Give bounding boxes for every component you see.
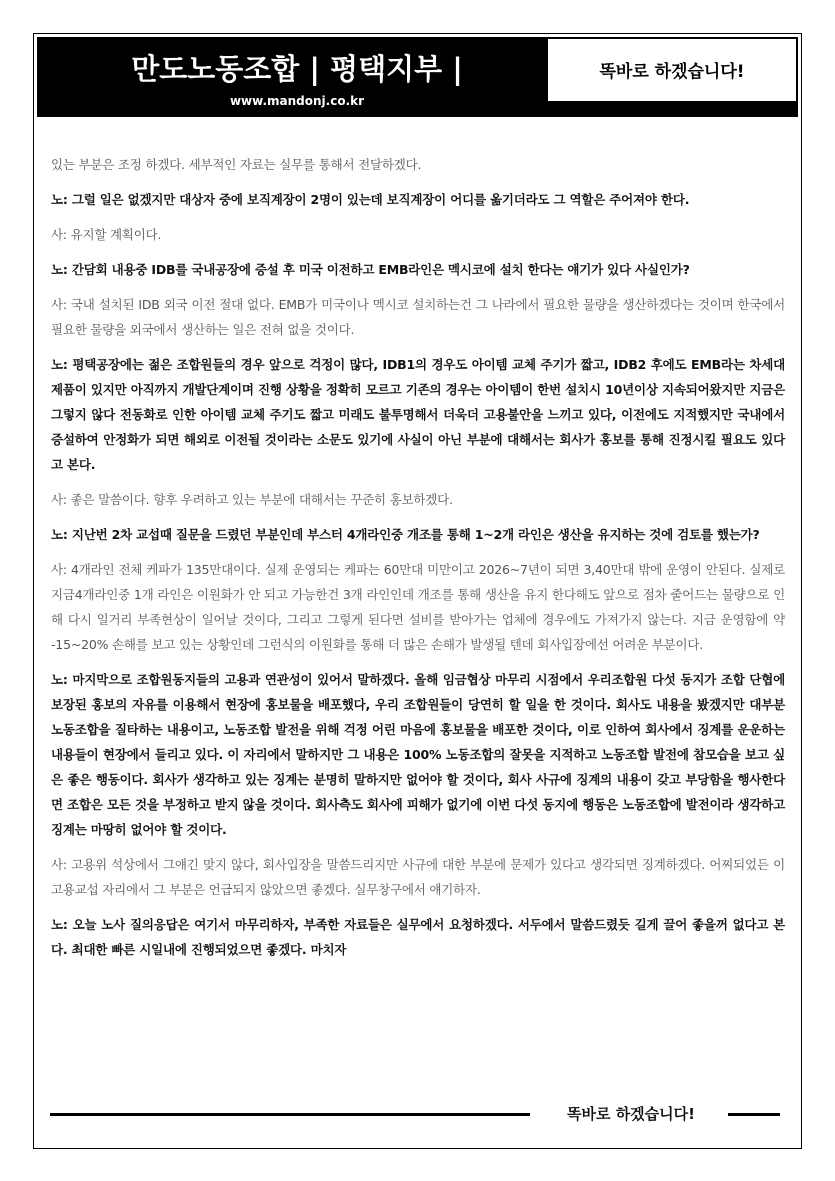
paragraph: 노: 지난번 2차 교섭때 질문을 드렸던 부분인데 부스터 4개라인중 개조를 통해 1~2개 라인은 생산을 유지하는 것에 검토를 했는가? [51,527,760,542]
footer-slogan: 똑바로 하겠습니다! [567,1105,695,1123]
footer [50,1101,780,1125]
paragraph: 사: 고용위 석상에서 그얘긴 맞지 않다, 회사입장을 말씀드리지만 사규에 대한 부분에 문제가 있다고 생각되면 징계하겠다. 어찌되었든 이 고용교섭 자리에서 그 부분은 언급되지 않았으면 좋겠다. 실무창구에서 얘기하자. [51,857,785,897]
paragraph: 노: 마지막으로 조합원동지들의 고용과 연관성이 있어서 말하겠다. 올해 임금협상 마무리 시점에서 우리조합원 다섯 동지가 조합 단협에 보장된 홍보의 자유를 이용해서 현장에 홍보물을 배포했다, 우리 조합원들이 당연히 할 일을 한 것이다. 회사도 내용을 봤겠지만 대부분 노동조합을 질타하는 내용이고, 노동조합 발전을 위해 걱정 어린 마음에 홍보물을 배포한 것이다, 이로 인하여 회사에서 징계를 운운하는 내용들이 현장에서 들리고 있다. 이 자리에서 말하지만 그 내용은 100% 노동조합의 잘못을 지적하고 노동조합 발전에 참모습을 보고 싶은 좋은 행동이다. 회사가 생각하고 있는 징계는 분명히 말하지만 없어야 할 것이다, 회사 사규에 징계의 내용이 갖고 부당함을 행사한다면 조합은 모든 것을 부정하고 받지 않을 것이다. 회사측도 회사에 피해가 없기에 이번 다섯 동지에 행동은 노동조합에 발전이라 생각하고 징계는 마땅히 없어야 할 것이다. [51,672,785,837]
paragraph: 사: 국내 설치된 IDB 외국 이전 절대 없다. EMB가 미국이나 멕시코 설치하는건 그 나라에서 필요한 물량을 생산하겠다는 것이며 한국에서 필요한 물량을 외국에서 생산하는 일은 전혀 없을 것이다. [51,297,785,337]
paragraph: 노: 평택공장에는 젊은 조합원들의 경우 앞으로 걱정이 많다, IDB1의 경우도 아이템 교체 주기가 짧고, IDB2 후에도 EMB라는 차세대 제품이 있지만 아직까지 개발단계이며 진행 상황을 정확히 모르고 기존의 경우는 아이템이 한번 설치시 10년이상 지속되어왔지만 지금은 그렇지 않다 전동화로 인한 아이템 교체 주기도 짧고 미래도 불투명해서 더욱더 고용불안을 느끼고 있다, 이전에도 지적했지만 국내에서 증설하여 안정화가 되면 해외로 이전될 것이라는 소문도 있기에 사실이 아닌 부분에 대해서는 회사가 홍보를 통해 진정시킬 필요도 있다고 본다. [51,357,785,472]
masthead [37,37,798,117]
paragraph: 사: 유지할 계획이다. [51,227,162,242]
header-slogan: 똑바로 하겠습니다! [599,62,745,82]
union-title: 만도노동조합 | 평택지부 | [131,52,463,86]
slogan-box [548,39,796,101]
footer-rule-left [50,1113,530,1116]
paragraph: 노: 간담회 내용중 IDB를 국내공장에 증설 후 미국 이전하고 EMB라인은 멕시코에 설치 한다는 얘기가 있다 사실인가? [51,262,690,277]
footer-rule-right [728,1113,780,1116]
paragraph: 노: 그럴 일은 없겠지만 대상자 중에 보직계장이 2명이 있는데 보직계장이 어디를 옮기더라도 그 역할은 주어져야 한다. [51,192,690,207]
paragraph: 사: 좋은 말씀이다. 향후 우려하고 있는 부분에 대해서는 꾸준히 홍보하겠다. [51,492,453,507]
paragraph: 노: 오늘 노사 질의응답은 여기서 마무리하자, 부족한 자료들은 실무에서 요청하겠다. 서두에서 말씀드렸듯 길게 끌어 좋을꺼 없다고 본다. 최대한 빠른 시일내에 진행되었으면 좋겠다. 마치자 [51,917,785,957]
website-link[interactable]: www.mandonj.co.kr [229,94,365,108]
paragraph: 사: 4개라인 전체 케파가 135만대이다. 실제 운영되는 케파는 60만대 미만이고 2026~7년이 되면 3,40만대 밖에 운영이 안된다. 실제로 지금4개라인중 1개 라인은 이원화가 안 되고 가능한건 3개 라인인데 개조를 통해 생산을 유지 한다해도 앞으로 점차 줄어드는 물량으로 인해 다시 일거리 부족현상이 일어날 것이다, 그리고 그렇게 된다면 설비를 받아가는 업체에 경우에도 가져가지 않는다. 지금 운영함에 약 -15~20% 손해를 보고 있는 상황인데 그런식의 이원화를 통해 더 많은 손해가 발생될 텐데 회사입장에선 어려운 부분이다. [51,562,785,652]
document-body [51,152,785,972]
paragraph: 있는 부분은 조정 하겠다. 세부적인 자료는 실무를 통해서 전달하겠다. [51,157,422,172]
